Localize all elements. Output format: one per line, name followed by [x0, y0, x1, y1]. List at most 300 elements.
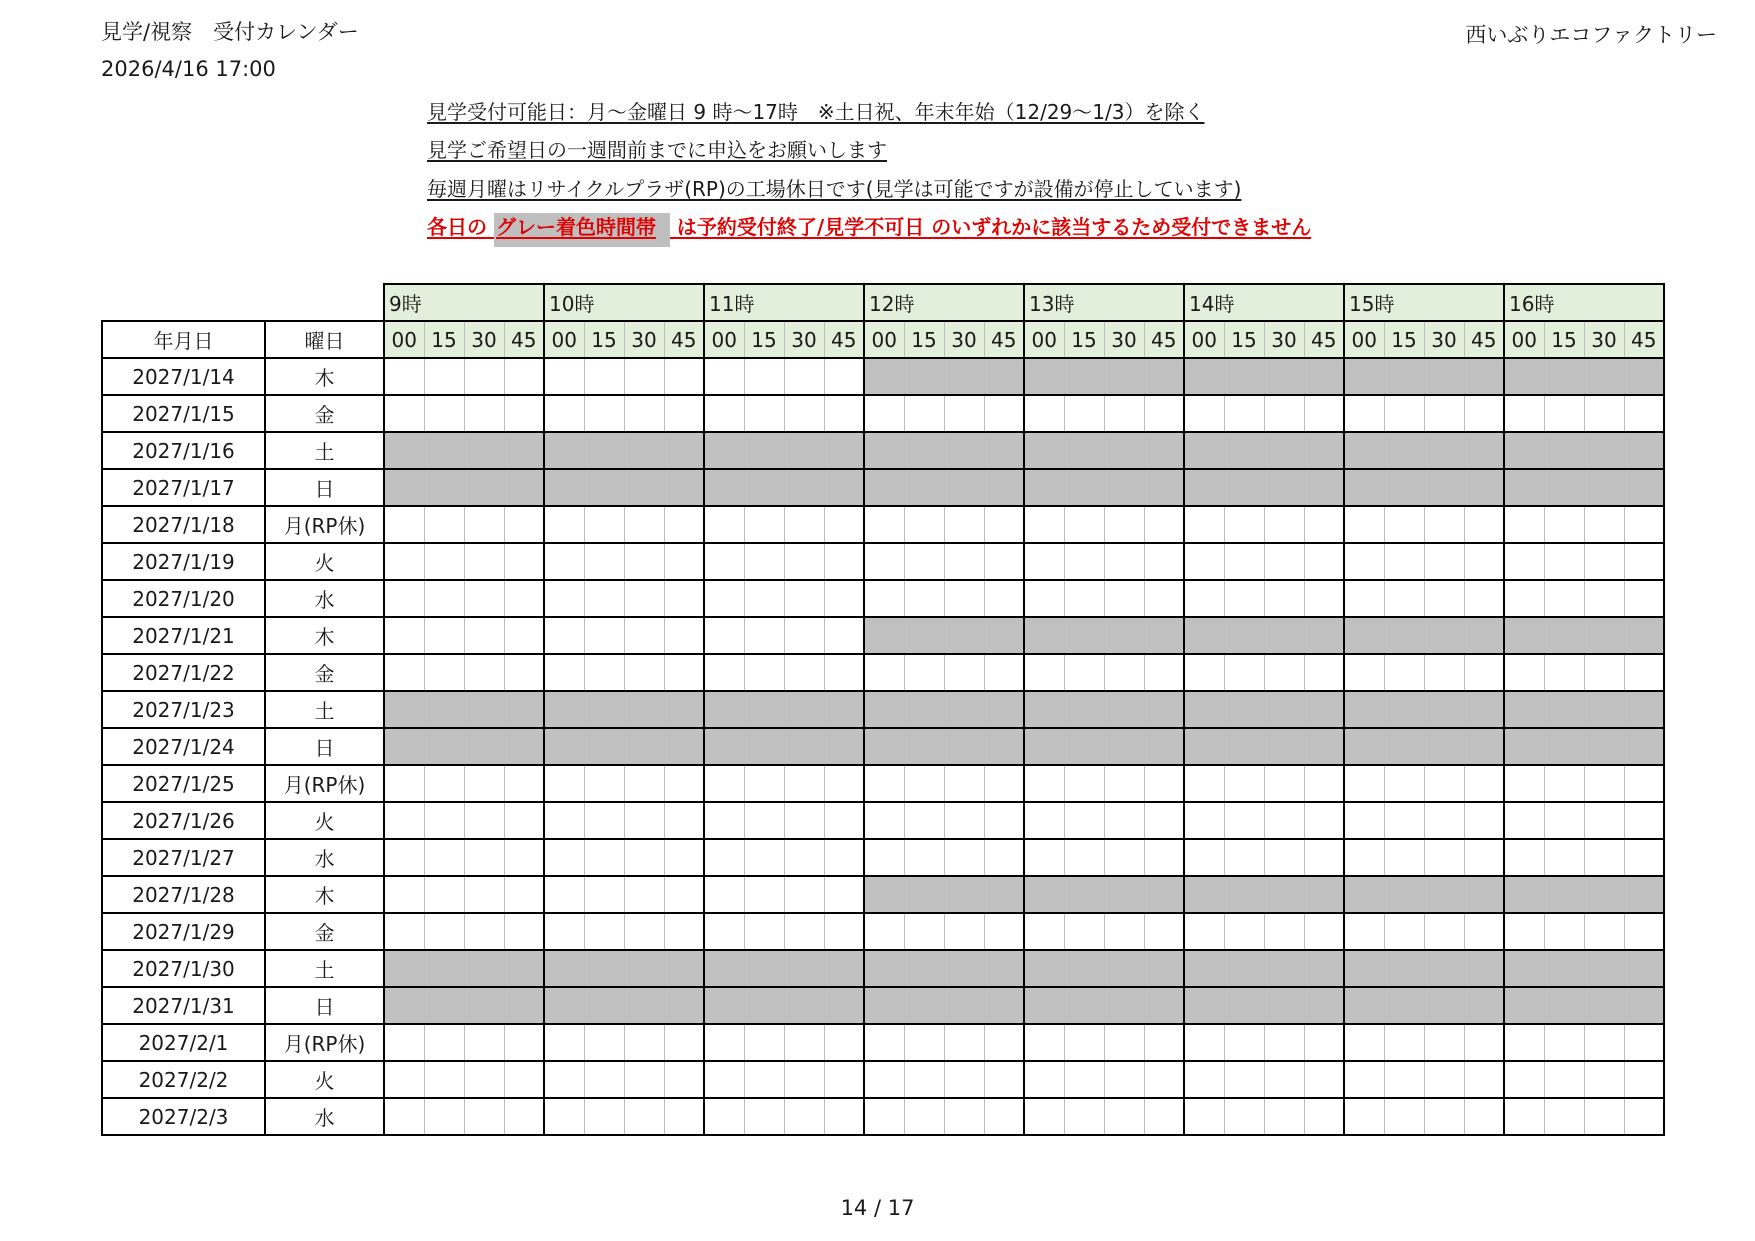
time-slot [1344, 543, 1384, 580]
time-slot [1384, 802, 1424, 839]
time-slot-unavailable [864, 876, 904, 913]
time-slot-unavailable [1104, 469, 1144, 506]
time-slot [904, 1061, 944, 1098]
time-slot-unavailable [504, 469, 544, 506]
time-slot [1504, 543, 1544, 580]
time-slot-unavailable [1224, 358, 1264, 395]
time-slot-unavailable [1064, 617, 1104, 654]
time-slot [1544, 1061, 1584, 1098]
time-slot [1344, 765, 1384, 802]
hour-header: 16時 [1504, 284, 1664, 321]
time-slot [704, 1098, 744, 1135]
time-slot [504, 1061, 544, 1098]
table-row [102, 765, 1664, 802]
time-slot [664, 654, 704, 691]
time-slot-unavailable [744, 987, 784, 1024]
row-weekday: 水 [265, 580, 384, 617]
minute-header: 30 [464, 321, 504, 358]
time-slot [1584, 765, 1624, 802]
time-slot [904, 1098, 944, 1135]
time-slot-unavailable [584, 432, 624, 469]
time-slot [984, 839, 1024, 876]
time-slot [1064, 506, 1104, 543]
time-slot-unavailable [1184, 950, 1224, 987]
note-monday-closure: 毎週月曜はリサイクルプラザ(RP)の工場休日です(見学は可能ですが設備が停止しています) [427, 177, 1242, 201]
time-slot-unavailable [1544, 358, 1584, 395]
reservation-calendar-table [101, 283, 1665, 1136]
blank-cell [102, 284, 265, 321]
time-slot-unavailable [1544, 617, 1584, 654]
time-slot [1504, 506, 1544, 543]
time-slot [464, 876, 504, 913]
time-slot [944, 395, 984, 432]
time-slot [1184, 506, 1224, 543]
time-slot [504, 395, 544, 432]
table-row [102, 950, 1664, 987]
minute-header: 00 [1024, 321, 1064, 358]
time-slot-unavailable [1224, 617, 1264, 654]
time-slot-unavailable [784, 469, 824, 506]
weekday-column-header: 曜日 [265, 321, 384, 358]
time-slot [624, 580, 664, 617]
time-slot [1544, 1024, 1584, 1061]
time-slot [1424, 802, 1464, 839]
time-slot [584, 654, 624, 691]
time-slot-unavailable [504, 432, 544, 469]
time-slot [1144, 654, 1184, 691]
time-slot [944, 506, 984, 543]
time-slot [544, 580, 584, 617]
time-slot [824, 654, 864, 691]
time-slot-unavailable [1624, 987, 1664, 1024]
time-slot [664, 913, 704, 950]
time-slot [1584, 913, 1624, 950]
time-slot [1384, 1061, 1424, 1098]
time-slot [1424, 913, 1464, 950]
time-slot [504, 876, 544, 913]
time-slot-unavailable [1144, 691, 1184, 728]
time-slot [704, 1061, 744, 1098]
row-weekday: 月(RP休) [265, 765, 384, 802]
minute-header: 30 [1584, 321, 1624, 358]
time-slot [1104, 1098, 1144, 1135]
time-slot-unavailable [1264, 469, 1304, 506]
row-weekday: 水 [265, 839, 384, 876]
time-slot [904, 913, 944, 950]
time-slot-unavailable [1304, 691, 1344, 728]
time-slot [664, 617, 704, 654]
time-slot [1464, 839, 1504, 876]
time-slot [824, 802, 864, 839]
time-slot [664, 802, 704, 839]
row-weekday: 月(RP休) [265, 1024, 384, 1061]
time-slot [1064, 395, 1104, 432]
time-slot [1224, 395, 1264, 432]
minute-header: 30 [784, 321, 824, 358]
time-slot-unavailable [1184, 432, 1224, 469]
time-slot [464, 765, 504, 802]
time-slot [1624, 1061, 1664, 1098]
time-slot [624, 506, 664, 543]
hour-header-row [102, 284, 1664, 321]
time-slot [424, 395, 464, 432]
time-slot-unavailable [464, 469, 504, 506]
time-slot-unavailable [1144, 617, 1184, 654]
time-slot [1024, 1024, 1064, 1061]
time-slot-unavailable [744, 691, 784, 728]
time-slot [464, 617, 504, 654]
row-date: 2027/1/31 [102, 987, 265, 1024]
time-slot [744, 913, 784, 950]
time-slot-unavailable [1544, 728, 1584, 765]
time-slot [744, 1061, 784, 1098]
time-slot-unavailable [984, 728, 1024, 765]
minute-header: 30 [1424, 321, 1464, 358]
time-slot-unavailable [904, 950, 944, 987]
time-slot [904, 839, 944, 876]
time-slot [664, 1024, 704, 1061]
time-slot-unavailable [664, 469, 704, 506]
time-slot [1384, 543, 1424, 580]
time-slot [984, 543, 1024, 580]
time-slot [624, 1098, 664, 1135]
time-slot [904, 802, 944, 839]
time-slot-unavailable [1144, 469, 1184, 506]
time-slot-unavailable [944, 876, 984, 913]
time-slot-unavailable [1424, 432, 1464, 469]
minute-header: 15 [744, 321, 784, 358]
time-slot-unavailable [1624, 469, 1664, 506]
time-slot [584, 876, 624, 913]
time-slot [904, 395, 944, 432]
time-slot-unavailable [1104, 987, 1144, 1024]
time-slot-unavailable [1384, 950, 1424, 987]
time-slot-unavailable [984, 950, 1024, 987]
time-slot-unavailable [584, 469, 624, 506]
time-slot-unavailable [1424, 469, 1464, 506]
minute-header: 30 [1264, 321, 1304, 358]
time-slot [1304, 765, 1344, 802]
time-slot [1544, 765, 1584, 802]
time-slot [784, 1024, 824, 1061]
time-slot-unavailable [1504, 469, 1544, 506]
time-slot [504, 617, 544, 654]
time-slot-unavailable [1224, 469, 1264, 506]
time-slot [824, 617, 864, 654]
print-datetime: 2026/4/16 17:00 [101, 57, 276, 81]
time-slot [1504, 802, 1544, 839]
time-slot-unavailable [1624, 876, 1664, 913]
time-slot-unavailable [1584, 728, 1624, 765]
time-slot [704, 802, 744, 839]
time-slot [1264, 654, 1304, 691]
time-slot [1384, 839, 1424, 876]
time-slot-unavailable [1464, 469, 1504, 506]
time-slot [1184, 1061, 1224, 1098]
time-slot [1304, 839, 1344, 876]
time-slot [504, 580, 544, 617]
time-slot [504, 1024, 544, 1061]
time-slot-unavailable [1344, 691, 1384, 728]
time-slot-unavailable [944, 950, 984, 987]
time-slot [1104, 913, 1144, 950]
time-slot [1584, 580, 1624, 617]
time-slot [984, 395, 1024, 432]
time-slot-unavailable [584, 987, 624, 1024]
table-row [102, 654, 1664, 691]
time-slot [904, 580, 944, 617]
time-slot-unavailable [384, 950, 424, 987]
time-slot-unavailable [1264, 432, 1304, 469]
time-slot-unavailable [464, 728, 504, 765]
minute-header: 30 [624, 321, 664, 358]
time-slot [744, 765, 784, 802]
table-row [102, 506, 1664, 543]
time-slot [464, 1098, 504, 1135]
time-slot-unavailable [1144, 728, 1184, 765]
time-slot-unavailable [1064, 691, 1104, 728]
minute-header: 45 [824, 321, 864, 358]
time-slot-unavailable [1064, 432, 1104, 469]
time-slot-unavailable [424, 728, 464, 765]
time-slot-unavailable [384, 691, 424, 728]
time-slot [1184, 802, 1224, 839]
time-slot [1184, 839, 1224, 876]
time-slot-unavailable [1544, 876, 1584, 913]
time-slot [664, 839, 704, 876]
time-slot [1104, 802, 1144, 839]
time-slot [1264, 802, 1304, 839]
time-slot [584, 913, 624, 950]
time-slot-unavailable [1504, 617, 1544, 654]
time-slot-unavailable [1224, 432, 1264, 469]
time-slot [1264, 580, 1304, 617]
row-date: 2027/1/23 [102, 691, 265, 728]
time-slot [504, 913, 544, 950]
row-weekday: 金 [265, 654, 384, 691]
time-slot [624, 395, 664, 432]
row-weekday: 火 [265, 1061, 384, 1098]
time-slot [1504, 839, 1544, 876]
time-slot [464, 580, 504, 617]
time-slot-unavailable [704, 691, 744, 728]
time-slot [384, 802, 424, 839]
time-slot [784, 1098, 824, 1135]
time-slot-unavailable [1104, 950, 1144, 987]
time-slot [384, 839, 424, 876]
time-slot-unavailable [1264, 358, 1304, 395]
time-slot [1264, 506, 1304, 543]
time-slot [1104, 765, 1144, 802]
time-slot-unavailable [1384, 987, 1424, 1024]
note-gray-legend-post: は予約受付終了/見学不可日 のいずれかに該当するため受付できません [669, 215, 1312, 239]
time-slot-unavailable [904, 987, 944, 1024]
company-name: 西いぶりエコファクトリー [1465, 23, 1717, 47]
time-slot [704, 506, 744, 543]
time-slot [1624, 765, 1664, 802]
table-row [102, 617, 1664, 654]
time-slot-unavailable [1264, 987, 1304, 1024]
time-slot [824, 1098, 864, 1135]
time-slot [1144, 395, 1184, 432]
time-slot-unavailable [424, 691, 464, 728]
time-slot-unavailable [464, 691, 504, 728]
time-slot [1624, 395, 1664, 432]
time-slot [1624, 506, 1664, 543]
time-slot [1064, 802, 1104, 839]
time-slot [1104, 395, 1144, 432]
time-slot [1224, 1024, 1264, 1061]
time-slot-unavailable [1624, 950, 1664, 987]
row-date: 2027/1/15 [102, 395, 265, 432]
time-slot [824, 876, 864, 913]
time-slot-unavailable [664, 950, 704, 987]
time-slot [704, 876, 744, 913]
time-slot [1344, 1098, 1384, 1135]
time-slot [1184, 395, 1224, 432]
time-slot [784, 395, 824, 432]
time-slot [1464, 802, 1504, 839]
time-slot [424, 839, 464, 876]
time-slot-unavailable [904, 691, 944, 728]
time-slot-unavailable [744, 950, 784, 987]
time-slot-unavailable [704, 432, 744, 469]
time-slot [824, 543, 864, 580]
minute-header: 15 [904, 321, 944, 358]
time-slot-unavailable [944, 469, 984, 506]
time-slot [1344, 839, 1384, 876]
time-slot-unavailable [784, 950, 824, 987]
time-slot-unavailable [1184, 876, 1224, 913]
time-slot-unavailable [904, 617, 944, 654]
time-slot [1424, 1061, 1464, 1098]
time-slot [1104, 1024, 1144, 1061]
minute-header: 15 [1544, 321, 1584, 358]
time-slot [464, 543, 504, 580]
time-slot [1064, 1098, 1104, 1135]
time-slot [544, 765, 584, 802]
time-slot [1584, 654, 1624, 691]
time-slot [704, 358, 744, 395]
time-slot [1464, 580, 1504, 617]
time-slot [384, 580, 424, 617]
time-slot [1144, 765, 1184, 802]
minute-header: 00 [1184, 321, 1224, 358]
time-slot [584, 1098, 624, 1135]
time-slot [864, 654, 904, 691]
row-date: 2027/1/29 [102, 913, 265, 950]
time-slot [1344, 395, 1384, 432]
time-slot [664, 506, 704, 543]
row-date: 2027/1/26 [102, 802, 265, 839]
time-slot [1224, 506, 1264, 543]
time-slot [544, 1061, 584, 1098]
table-row [102, 1024, 1664, 1061]
time-slot-unavailable [744, 432, 784, 469]
row-weekday: 土 [265, 950, 384, 987]
time-slot-unavailable [1024, 950, 1064, 987]
time-slot [1624, 839, 1664, 876]
minute-header: 45 [1304, 321, 1344, 358]
time-slot [1264, 1024, 1304, 1061]
time-slot [504, 358, 544, 395]
time-slot-unavailable [944, 728, 984, 765]
minute-header: 15 [584, 321, 624, 358]
time-slot [1344, 654, 1384, 691]
time-slot [1504, 395, 1544, 432]
time-slot [864, 802, 904, 839]
time-slot [1344, 506, 1384, 543]
row-date: 2027/1/30 [102, 950, 265, 987]
time-slot [1184, 543, 1224, 580]
time-slot-unavailable [1424, 617, 1464, 654]
time-slot-unavailable [1264, 950, 1304, 987]
time-slot [584, 1024, 624, 1061]
time-slot [1304, 802, 1344, 839]
time-slot [424, 506, 464, 543]
time-slot-unavailable [1144, 987, 1184, 1024]
time-slot [864, 765, 904, 802]
time-slot-unavailable [1024, 728, 1064, 765]
time-slot-unavailable [1384, 876, 1424, 913]
time-slot-unavailable [624, 432, 664, 469]
time-slot-unavailable [744, 728, 784, 765]
time-slot [1424, 506, 1464, 543]
time-slot-unavailable [424, 469, 464, 506]
time-slot [984, 1024, 1024, 1061]
time-slot [384, 913, 424, 950]
time-slot-unavailable [1024, 469, 1064, 506]
time-slot [464, 1024, 504, 1061]
time-slot [624, 876, 664, 913]
gray-highlight-label: グレー着色時間帯 [494, 213, 670, 247]
time-slot-unavailable [544, 728, 584, 765]
time-slot [424, 765, 464, 802]
time-slot [1424, 839, 1464, 876]
time-slot-unavailable [1424, 987, 1464, 1024]
time-slot-unavailable [824, 987, 864, 1024]
time-slot [464, 506, 504, 543]
time-slot-unavailable [1104, 432, 1144, 469]
time-slot [1104, 654, 1144, 691]
time-slot [944, 654, 984, 691]
time-slot-unavailable [864, 358, 904, 395]
time-slot-unavailable [904, 358, 944, 395]
time-slot [1144, 506, 1184, 543]
time-slot [1464, 1024, 1504, 1061]
row-date: 2027/1/16 [102, 432, 265, 469]
time-slot [1224, 765, 1264, 802]
time-slot-unavailable [864, 987, 904, 1024]
time-slot-unavailable [1344, 617, 1384, 654]
time-slot [824, 358, 864, 395]
time-slot [384, 358, 424, 395]
time-slot [1464, 1098, 1504, 1135]
time-slot [1504, 580, 1544, 617]
time-slot-unavailable [824, 691, 864, 728]
time-slot [504, 506, 544, 543]
table-row [102, 1061, 1664, 1098]
time-slot-unavailable [1464, 987, 1504, 1024]
time-slot-unavailable [1424, 950, 1464, 987]
time-slot-unavailable [1624, 358, 1664, 395]
time-slot [864, 1098, 904, 1135]
time-slot [1144, 543, 1184, 580]
time-slot [704, 839, 744, 876]
minute-header: 45 [1144, 321, 1184, 358]
minute-header: 00 [1504, 321, 1544, 358]
time-slot [1344, 802, 1384, 839]
